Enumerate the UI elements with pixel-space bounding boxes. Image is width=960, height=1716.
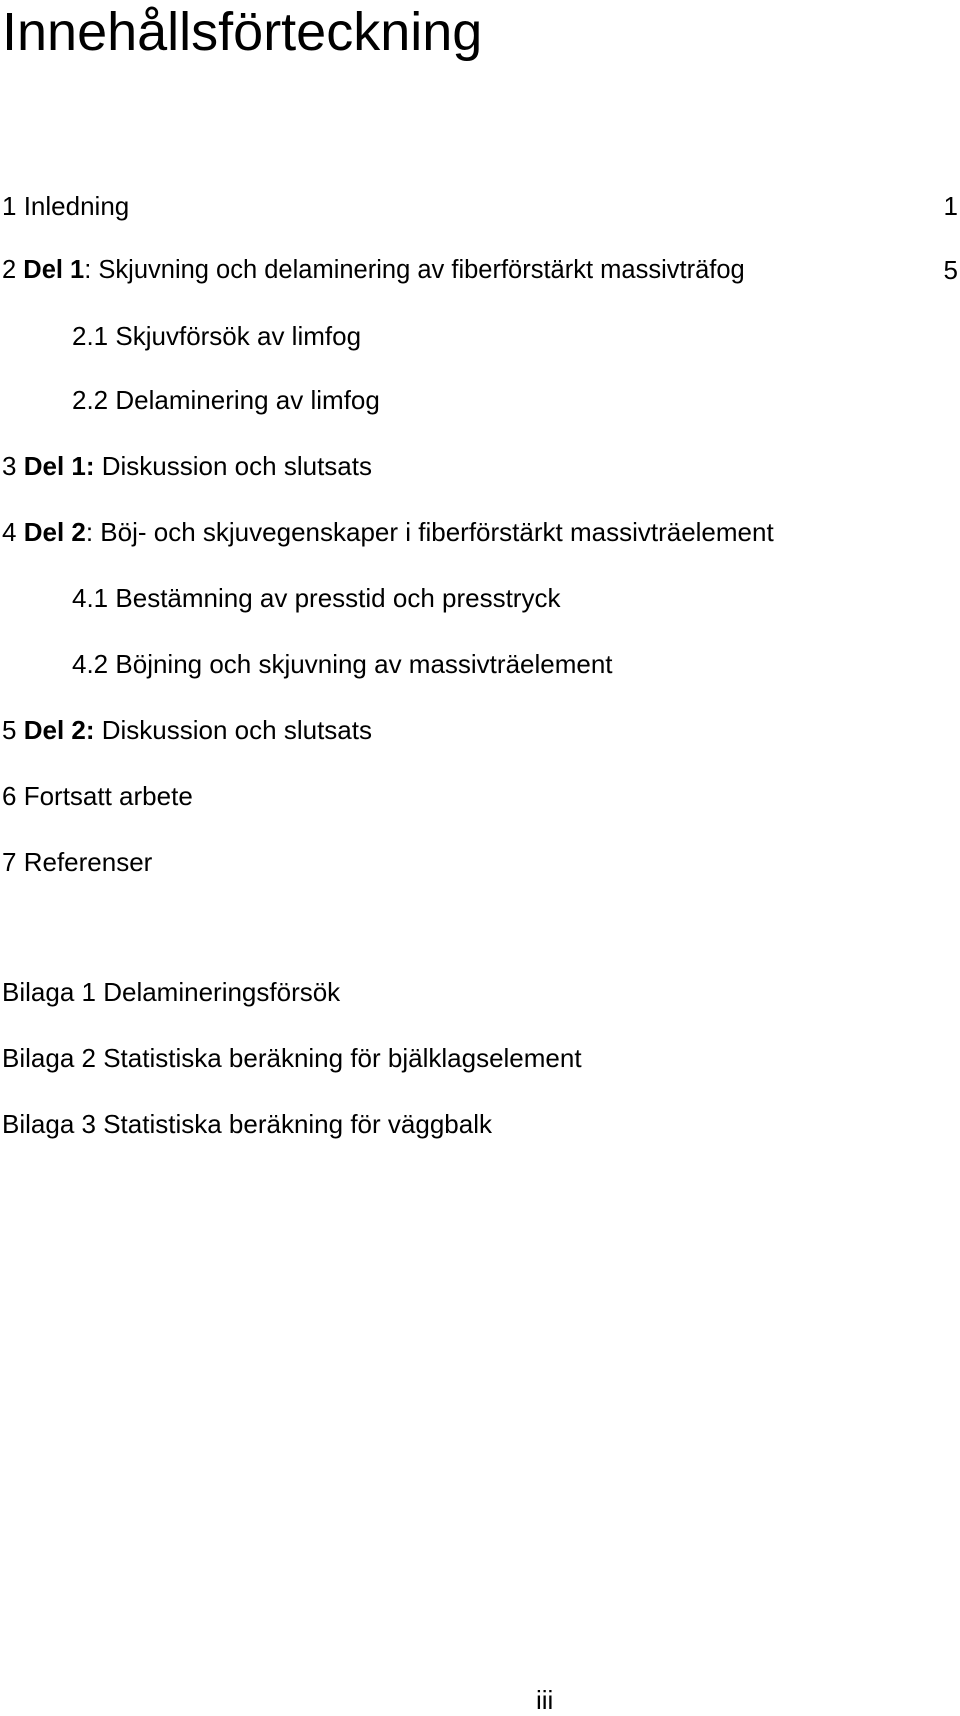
toc-entry-1	[2, 190, 129, 222]
page-title: Innehållsförteckning	[2, 2, 483, 62]
appendix-label: Bilaga 1	[2, 977, 96, 1007]
toc-number: 4	[2, 517, 17, 547]
toc-entry-5	[2, 714, 372, 746]
toc-page-1: 1	[943, 191, 958, 221]
toc-text: Delaminering av limfog	[115, 385, 380, 415]
toc-bold-label: Del 2	[23, 517, 86, 547]
toc-number: 2.2	[72, 385, 109, 415]
toc-number: 6	[2, 781, 17, 811]
toc-text: : Skjuvning och delaminering av fiberförstärkt massivträfog	[84, 256, 745, 284]
toc-page-2: 5	[943, 255, 958, 285]
toc-entry-2-1	[72, 320, 361, 352]
toc-number: 7	[2, 847, 17, 877]
toc-bold-label: Del 1:	[23, 451, 95, 481]
appendix-entry-3	[2, 1108, 492, 1140]
page-number: iii	[536, 1685, 554, 1715]
toc-number: 2.1	[72, 321, 109, 351]
toc-text: Referenser	[23, 847, 153, 877]
toc-number: 3	[2, 451, 17, 481]
toc-number: 4.2	[72, 649, 109, 679]
toc-entry-4-2	[72, 648, 613, 680]
toc-entry-6	[2, 780, 193, 812]
toc-bold-label: Del 1	[23, 256, 85, 284]
appendix-label: Bilaga 3	[2, 1109, 96, 1139]
appendix-text: Statistiska beräkning för bjälklagselement	[103, 1043, 582, 1073]
toc-number: 4.1	[72, 583, 109, 613]
toc-bold-label: Del 2:	[23, 715, 95, 745]
toc-number: 1	[2, 191, 17, 221]
toc-entry-2-2	[72, 384, 380, 416]
appendix-text: Statistiska beräkning för väggbalk	[103, 1109, 492, 1139]
appendix-entry-1	[2, 976, 340, 1008]
toc-text: Böjning och skjuvning av massivträelement	[115, 649, 613, 679]
appendix-entry-2	[2, 1042, 582, 1074]
toc-text: Skjuvförsök av limfog	[115, 321, 362, 351]
toc-number: 2	[2, 256, 17, 284]
appendix-text: Delamineringsförsök	[103, 977, 341, 1007]
toc-text: Diskussion och slutsats	[101, 715, 372, 745]
toc-text: Inledning	[23, 191, 130, 221]
toc-number: 5	[2, 715, 17, 745]
toc-entry-4-1	[72, 582, 560, 614]
toc-entry-2	[2, 254, 745, 286]
toc-text: Diskussion och slutsats	[101, 451, 372, 481]
toc-text: Fortsatt arbete	[23, 781, 193, 811]
toc-text: : Böj- och skjuvegenskaper i fiberförstärkt massivträelement	[85, 517, 774, 547]
appendix-label: Bilaga 2	[2, 1043, 96, 1073]
toc-entry-4	[2, 516, 774, 548]
toc-text: Bestämning av presstid och presstryck	[115, 583, 561, 613]
toc-entry-7	[2, 846, 152, 878]
toc-entry-3	[2, 450, 372, 482]
